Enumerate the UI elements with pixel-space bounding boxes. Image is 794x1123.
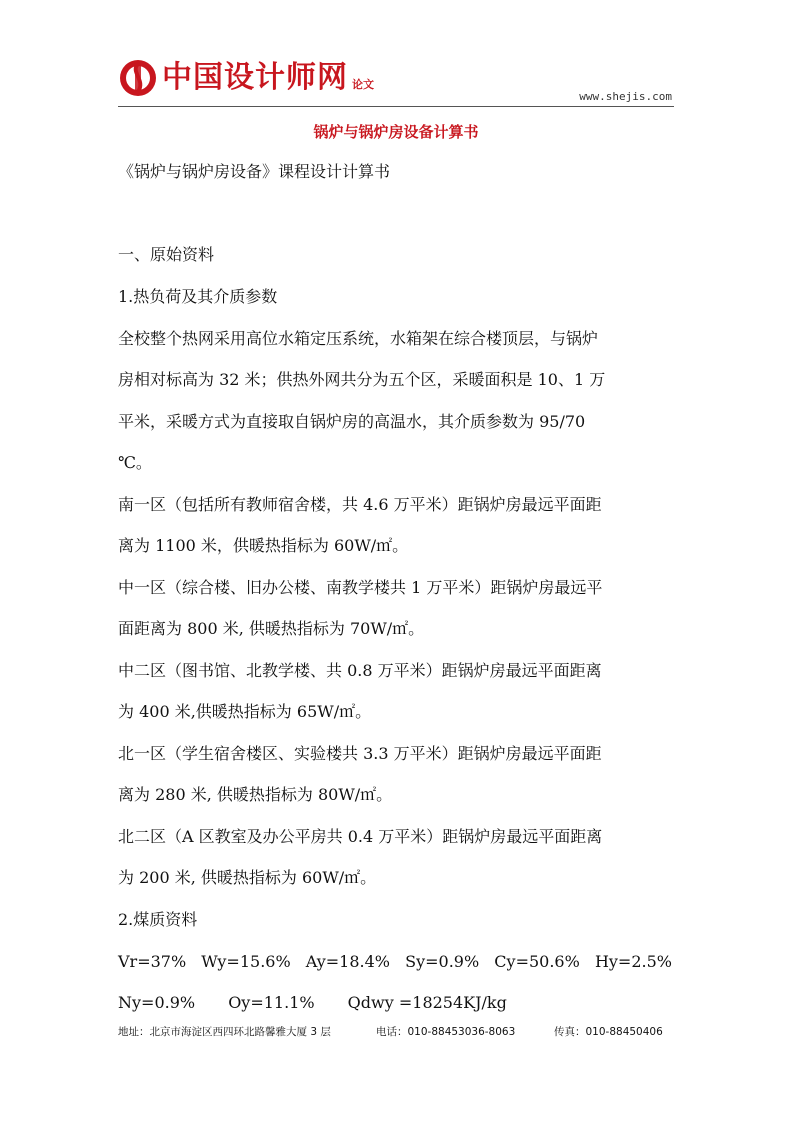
paragraph-line: 全校整个热网采用高位水箱定压系统，水箱架在综合楼顶层，与锅炉: [118, 329, 599, 348]
coal-value: Hy=2.5%: [594, 952, 672, 971]
coal-data-row-2: [118, 992, 678, 1014]
zone-line: 北一区（学生宿舍楼区、实验楼共 3.3 万平米）距锅炉房最远平面距: [118, 744, 602, 763]
footer-phone: 电话：010-88453036-8063: [376, 1026, 516, 1038]
paragraph-line: 房相对标高为 32 米；供热外网共分为五个区，采暖面积是 10、1 万: [118, 370, 606, 389]
zone-line: 南一区（包括所有教师宿舍楼，共 4.6 万平米）距锅炉房最远平面距: [118, 495, 602, 514]
coal-value: Ay=18.4%: [305, 952, 390, 971]
subsection-heading-1: 1.热负荷及其介质参数: [118, 287, 278, 306]
footer-fax: 传真：010-88450406: [554, 1026, 663, 1038]
site-url[interactable]: www.shejis.com: [579, 90, 672, 103]
footer-address: 地址：北京市海淀区西四环北路馨雅大厦 3 层: [118, 1026, 331, 1038]
document-title: 锅炉与锅炉房设备计算书: [313, 123, 479, 141]
zone-line: 北二区（A 区教室及办公平房共 0.4 万平米）距锅炉房最远平面距离: [118, 827, 603, 846]
section-heading-1: 一、原始资料: [118, 245, 215, 264]
coal-value: Cy=50.6%: [494, 952, 580, 971]
page-footer: [118, 1024, 674, 1039]
logo-text: 中国设计师网: [162, 60, 348, 95]
header-divider: [118, 106, 674, 107]
paragraph-line: ℃。: [118, 453, 152, 472]
logo-emblem-icon: [118, 58, 158, 98]
site-logo[interactable]: [118, 56, 374, 100]
coal-value: Sy=0.9%: [405, 952, 480, 971]
page-header: [118, 52, 674, 108]
coal-value: Oy=11.1%: [228, 993, 315, 1012]
logo-sub: 论文: [352, 78, 374, 91]
subsection-heading-2: 2.煤质资料: [118, 910, 198, 929]
coal-value: Wy=15.6%: [201, 952, 291, 971]
document-subtitle: 《锅炉与锅炉房设备》课程设计计算书: [118, 162, 391, 181]
coal-data-row-1: [118, 951, 672, 973]
zone-line: 离为 1100 米，供暖热指标为 60W/㎡。: [118, 536, 409, 555]
coal-value: Vr=37%: [118, 952, 187, 971]
zone-line: 中一区（综合楼、旧办公楼、南教学楼共 1 万平米）距锅炉房最远平: [118, 578, 603, 597]
paragraph-line: 平米，采暖方式为直接取自锅炉房的高温水，其介质参数为 95/70: [118, 412, 586, 431]
zone-line: 中二区（图书馆、北教学楼、共 0.8 万平米）距锅炉房最远平面距离: [118, 661, 602, 680]
zone-line: 面距离为 800 米, 供暖热指标为 70W/㎡。: [118, 619, 425, 638]
zone-line: 为 200 米, 供暖热指标为 60W/㎡。: [118, 868, 377, 887]
zone-line: 为 400 米,供暖热指标为 65W/㎡。: [118, 702, 372, 721]
zone-line: 离为 280 米, 供暖热指标为 80W/㎡。: [118, 785, 393, 804]
coal-value: Ny=0.9%: [118, 993, 196, 1012]
coal-value: Qdwy =18254KJ/kg: [347, 993, 507, 1012]
